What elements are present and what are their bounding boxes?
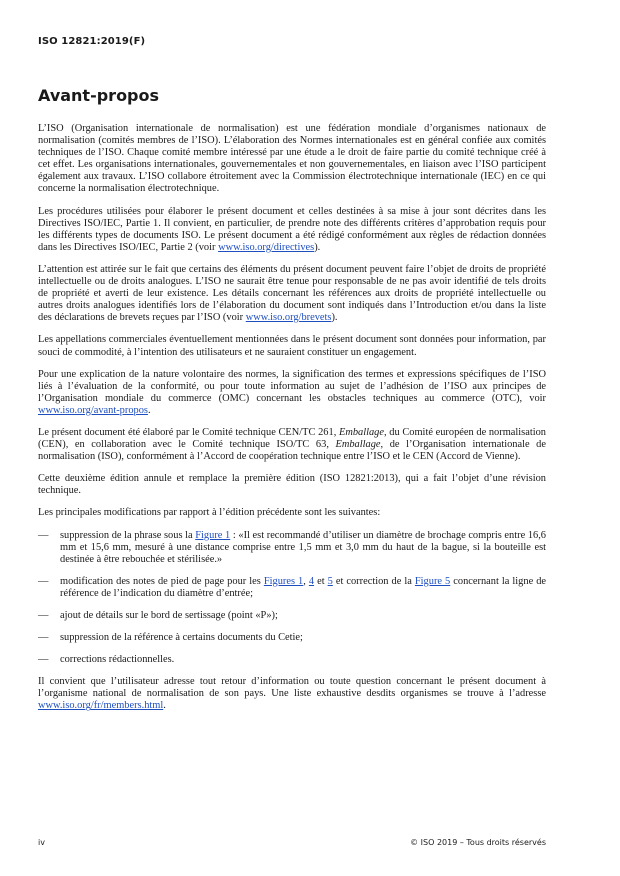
link-figure-5[interactable]: 5 [327, 575, 333, 587]
paragraph-edition: Cette deuxième édition annule et remplace la première édition (ISO 12821:2013), qui a fait l’objet d’une révision technique. [38, 473, 546, 497]
list-item: — modification des notes de pied de page pour les Figures 1, 4 et 5 et correction de la Figure 5 concernant la ligne de référence de l’indication du diamètre d’entrée; [38, 575, 547, 599]
dash-marker: — [38, 632, 49, 644]
copyright-notice: © ISO 2019 – Tous droits réservés [410, 838, 546, 847]
link-figure-1[interactable]: Figure 1 [195, 529, 231, 541]
list-item: — suppression de la phrase sous la Figure 1 : «Il est recommandé d’utiliser un diamètre de brochage compris entre 16,6 mm et 15,6 mm, mesuré à une distance comprise entre 1,5 mm et 3,0 mm du haut de la bague, si la bouteille est destinée à être rebouchée et stérilisée.» [38, 529, 547, 565]
paragraph-procedures: Les procédures utilisées pour élaborer le présent document et celles destinées à sa mise à jour sont décrites dans les Directives ISO/IEC, Partie 1. Il convient, en particulier, de prendre note des différents critères d’approbation requis pour les différents types de documents ISO. Le présent document a été rédigé conformément aux règles de rédaction données dans les Directives ISO/IEC, Partie 2 (voir www.iso.org/directives). [38, 205, 546, 253]
paragraph-patents: L’attention est attirée sur le fait que certains des éléments du présent document peuvent faire l’objet de droits de propriété intellectuelle ou de droits analogues. L’ISO ne saurait être tenue pour responsable de ne pas avoir identifié de tels droits de propriété et averti de leur existence. Les détails concernant les références aux droits de propriété intellectuelle ou autres droits analogues identifiés lors de l’élaboration du document sont indiqués dans l’Introduction et/ou dans la liste des déclarations de brevets reçues par l’ISO (voir www.iso.org/brevets). [38, 263, 546, 324]
section-title: Avant-propos [38, 86, 160, 105]
link-brevets[interactable]: www.iso.org/brevets [245, 312, 332, 324]
foreword-body [38, 123, 546, 723]
paragraph-changes-intro: Les principales modifications par rapport à l’édition précédente sont les suivantes: [38, 507, 381, 519]
paragraph-feedback: Il convient que l’utilisateur adresse tout retour d’information ou toute question concernant le présent document à l’organisme national de normalisation de son pays. Une liste exhaustive desdits organismes se trouve à l’adresse www.iso.org/fr/members.html. [38, 676, 546, 712]
paragraph-voluntary-nature: Pour une explication de la nature volontaire des normes, la signification des termes et expressions spécifiques de l’ISO liés à l’évaluation de la conformité, ou pour toute information au sujet de l’adhésion de l’ISO aux principes de l’Organisation mondiale du commerce (OMC) concernant les obstacles techniques au commerce (OTC), voir www.iso.org/avant-propos. [38, 368, 546, 416]
dash-marker: — [38, 654, 49, 666]
link-directives[interactable]: www.iso.org/directives [218, 241, 315, 253]
dash-marker: — [38, 529, 49, 541]
list-item: — corrections rédactionnelles. [38, 654, 175, 666]
list-item: — suppression de la référence à certains documents du Cetie; [38, 632, 303, 644]
paragraph-iso-intro: L’ISO (Organisation internationale de normalisation) est une fédération mondiale d’organismes nationaux de normalisation (comités membres de l’ISO). L’élaboration des Normes internationales est en général confiée aux comités techniques de l’ISO. Chaque comité membre intéressé par une étude a le droit de faire partie du comité technique créé à cet effet. Les organisations internationales, gouvernementales et non gouvernementales, en liaison avec l’ISO participent également aux travaux. L’ISO collabore étroitement avec la Commission électrotechnique internationale (IEC) en ce qui concerne la normalisation électrotechnique. [38, 123, 546, 195]
dash-marker: — [38, 575, 49, 587]
document-id: ISO 12821:2019(F) [38, 36, 146, 47]
paragraph-committee: Le présent document été élaboré par le Comité technique CEN/TC 261, Emballage, du Comité européen de normalisation (CEN), en collaboration avec le Comité technique ISO/TC 63, Emballage, de l’Organisation internationale de normalisation (ISO), conformément à l’Accord de coopération technique entre l’ISO et le CEN (Accord de Vienne). [38, 426, 546, 463]
list-item: — ajout de détails sur le bord de sertissage (point «P»); [38, 610, 278, 621]
link-avant-propos[interactable]: www.iso.org/avant-propos [38, 404, 148, 416]
paragraph-trade-names: Les appellations commerciales éventuellement mentionnées dans le présent document sont données pour information, par souci de commodité, à l’intention des utilisateurs et ne sauraient constituer un engagement. [38, 334, 546, 358]
dash-marker: — [38, 610, 49, 621]
link-figures-1[interactable]: Figures 1 [263, 575, 304, 587]
link-figure-4[interactable]: 4 [308, 575, 315, 587]
link-figure-5-correction[interactable]: Figure 5 [414, 575, 451, 587]
page-number: iv [38, 838, 45, 847]
link-members[interactable]: www.iso.org/fr/members.html [38, 700, 164, 712]
